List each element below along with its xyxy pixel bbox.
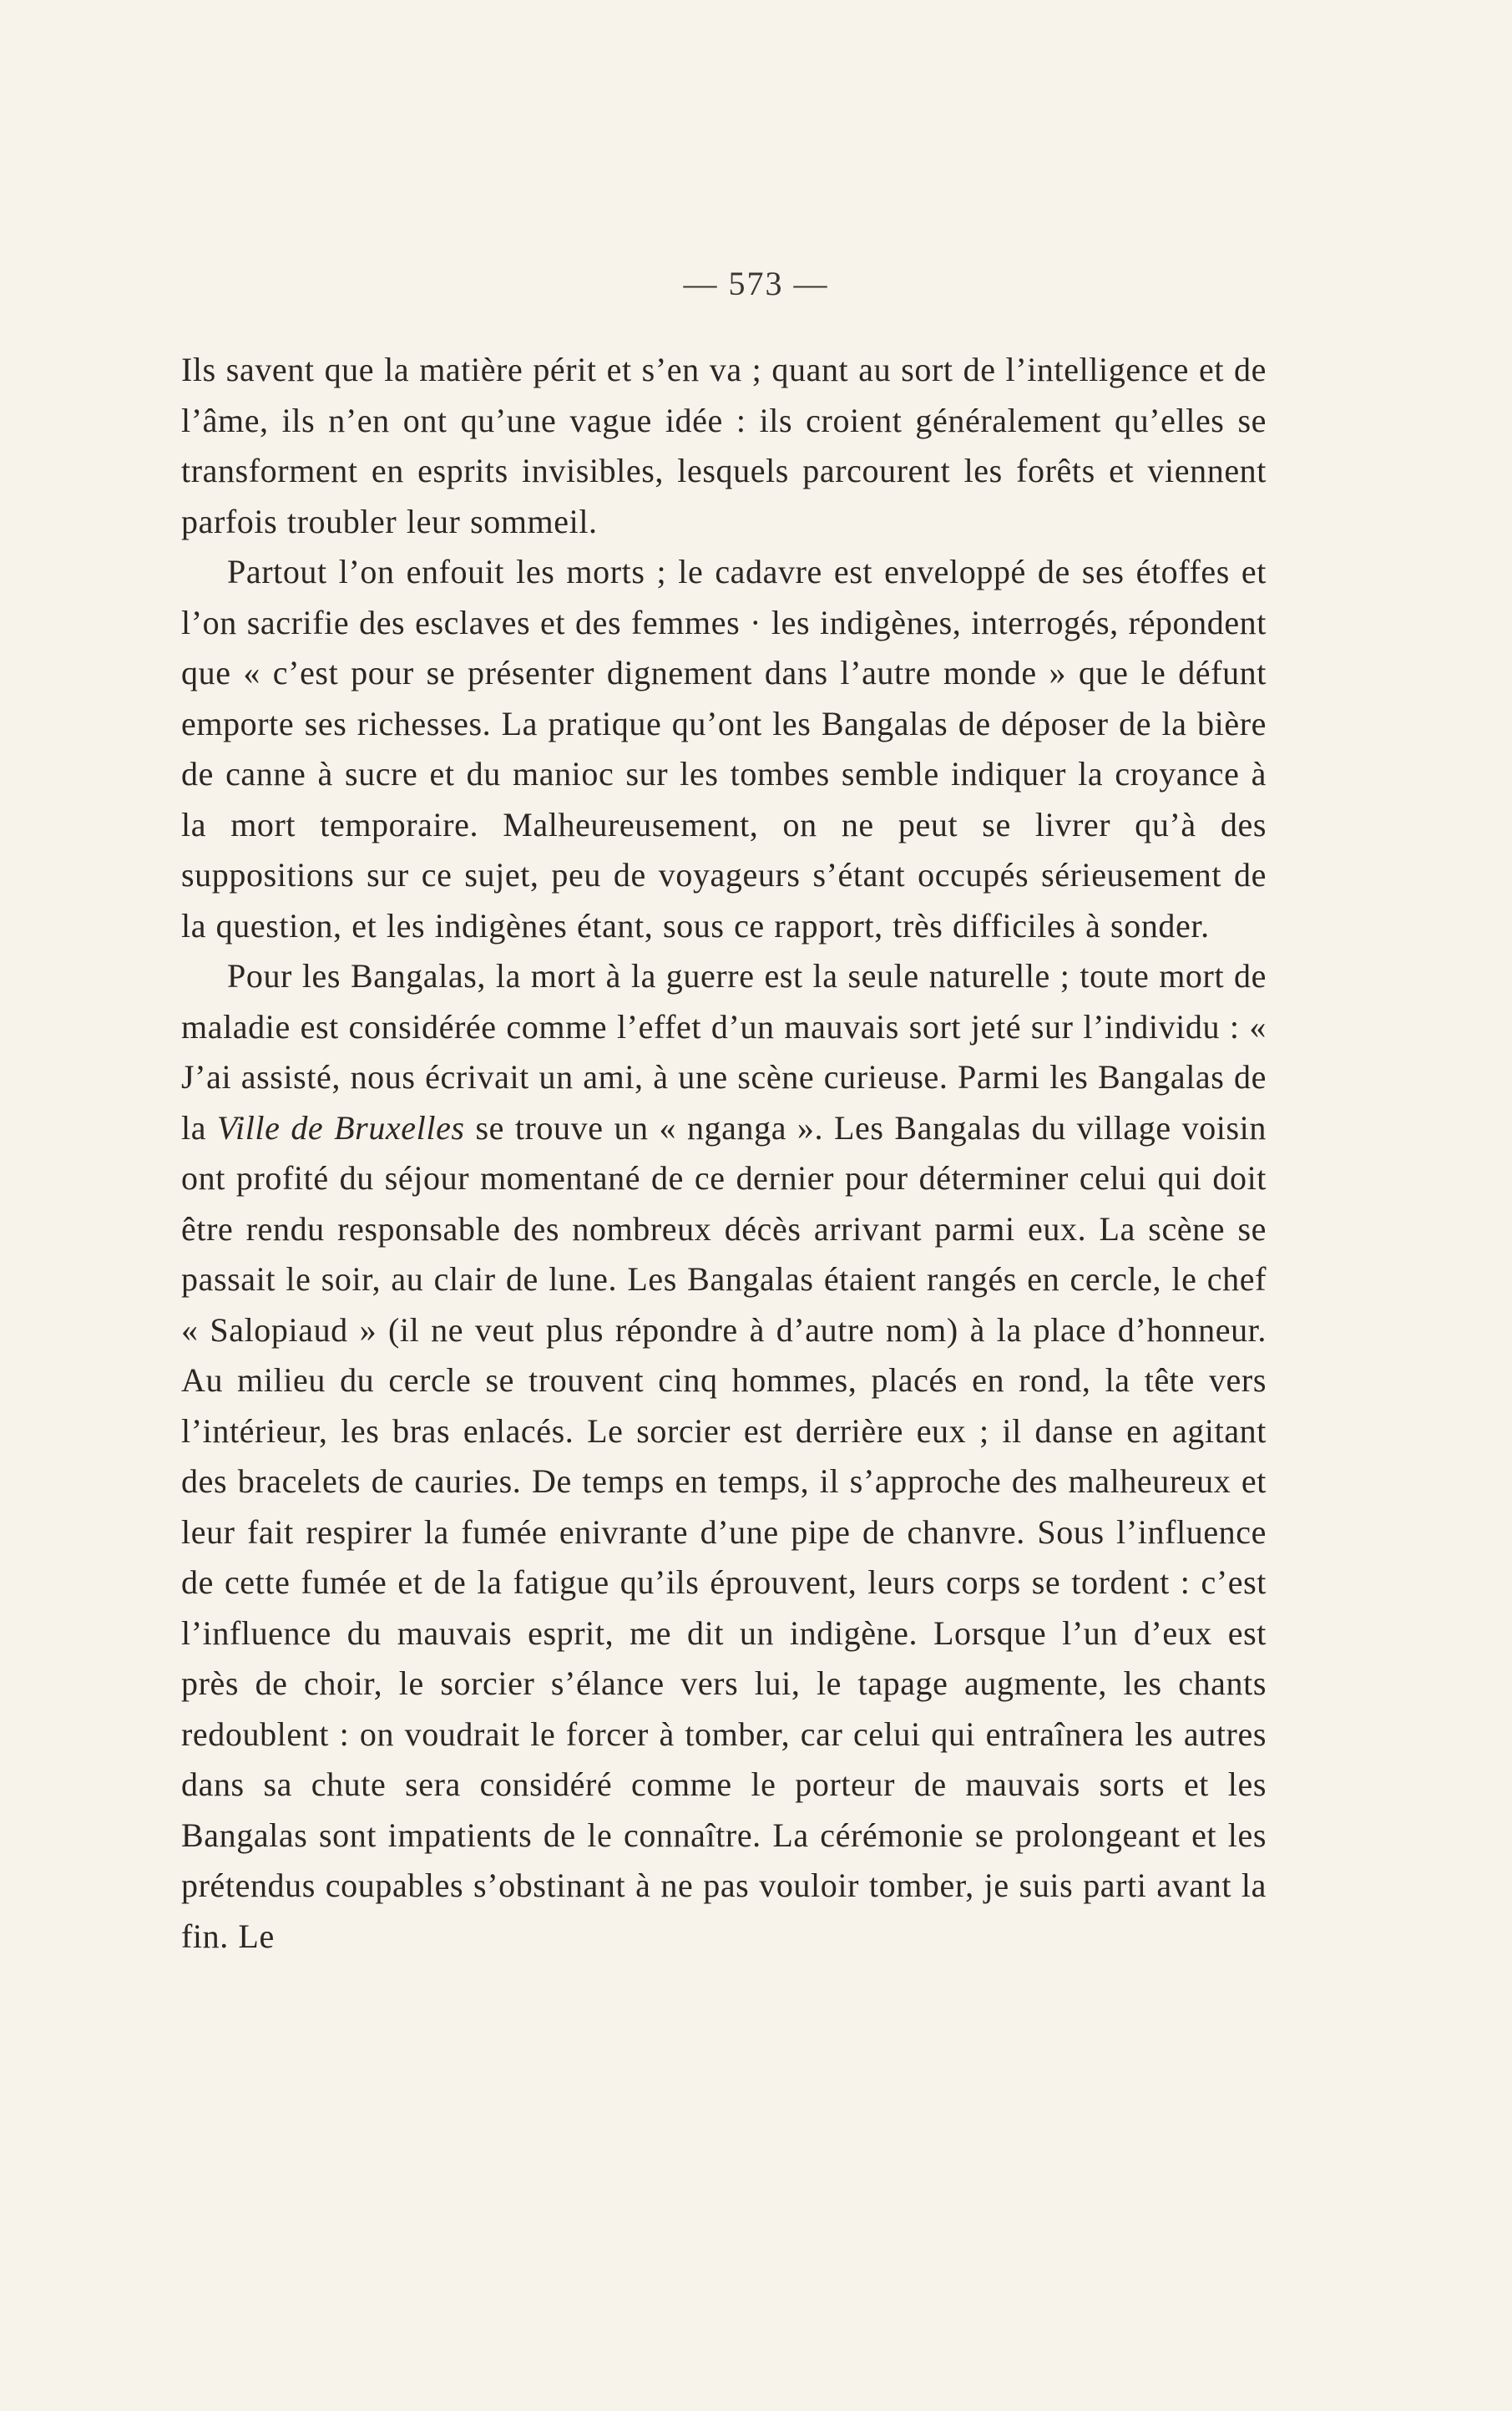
body-text — [181, 345, 1267, 1962]
page-number: — 573 — — [683, 265, 829, 302]
paragraph-3 — [181, 951, 1267, 1962]
paragraph-2: Partout l’on enfouit les morts ; le cadavre est enveloppé de ses étoffes et l’on sacrifie des esclaves et des femmes · les indigènes, interrogés, répondent que « c’est pour se présenter dignement dans l’autre monde » que le défunt emporte ses richesses. La pratique qu’ont les Bangalas de déposer de la bière de canne à sucre et du manioc sur les tombes semble indiquer la croyance à la mort temporaire. Malheureusement, on ne peut se livrer qu’à des suppositions sur ce sujet, peu de voyageurs s’étant occupés sérieusement de la question, et les indigènes étant, sous ce rapport, très difficiles à sonder. — [181, 553, 1267, 945]
paragraph-1: Ils savent que la matière périt et s’en va ; quant au sort de l’intelligence et de l’âme, ils n’en ont qu’une vague idée : ils croient généralement qu’elles se transforment en esprits invisibles, lesquels parcourent les forêts et viennent parfois troubler leur sommeil. — [181, 351, 1267, 540]
ship-name-italic: Ville de Bruxelles — [216, 1108, 465, 1147]
paragraph-3-text-before: Pour les Bangalas, la mort à la guerre est la seule naturelle ; toute mort de maladie est considérée comme l’effet d’un mauvais sort jeté sur l’individu : « J’ai assisté, nous écrivait un ami, à une scène curieuse. Parmi les Bangalas de la — [181, 957, 1267, 1147]
paragraph-3-text-after: se trouve un « nganga ». Les Bangalas du village voisin ont profité du séjour momentané de ce dernier pour déterminer celui qui doit être rendu responsable des nombreux décès arrivant parmi eux. La scène se passait le soir, au clair de lune. Les Bangalas étaient rangés en cercle, le chef « Salopiaud » (il ne veut plus répondre à d’autre nom) à la place d’honneur. Au milieu du cercle se trouvent cinq hommes, placés en rond, la tête vers l’intérieur, les bras enlacés. Le sorcier est derrière eux ; il danse en agitant des bracelets de cauries. De temps en temps, il s’approche des malheureux et leur fait respirer la fumée enivrante d’une pipe de chanvre. Sous l’influence de cette fumée et de la fatigue qu’ils éprouvent, leurs corps se tordent : c’est l’influence du mauvais esprit, me dit un indigène. Lorsque l’un d’eux est près de choir, le sorcier s’élance vers lui, le tapage augmente, les chants redoublent : on voudrait le forcer à tomber, car celui qui entraînera les autres dans sa chute sera considéré comme le porteur de mauvais sorts et les Bangalas sont impatients de le connaître. La cérémonie se prolongeant et les prétendus coupables s’obstinant à ne pas vouloir tomber, je suis parti avant la fin. Le — [181, 1108, 1267, 1955]
